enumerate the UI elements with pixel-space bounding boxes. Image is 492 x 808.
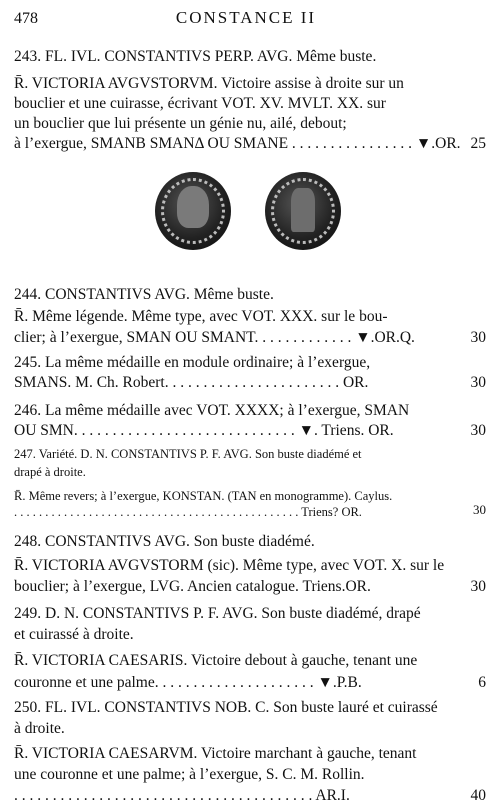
entry-250-reverse-line2: une couronne et une palme; à l’exergue, S. C. M. Rollin. [14,766,365,783]
entry-243-reverse-line4: à l’exergue, SMANB SMANΔ OU SMANE . . . . . . . . . . . . . . . . ▼.OR. [14,135,461,152]
entry-244-value: 30 [470,329,486,346]
entry-247-reverse-line2: . . . . . . . . . . . . . . . . . . . . . . . . . . . . . . . . . . . . . . . . . . . . . . Triens? OR. [14,505,362,519]
entry-249-value: 6 [478,674,486,691]
entry-250-value: 40 [470,787,486,804]
entry-247-line1: 247. Variété. D. N. CONSTANTIVS P. F. AVG. Son buste diadémé et [14,447,362,461]
entry-247-line2: drapé à droite. [14,465,86,479]
entry-249-line1: 249. D. N. CONSTANTIVS P. F. AVG. Son buste diadémé, drapé [14,605,421,622]
coin-obverse-bust [177,186,209,228]
entry-248-reverse-line1: R̄. VICTORIA AVGVSTORM (sic). Même type, avec VOT. X. sur le [14,557,445,574]
entry-245-value: 30 [470,374,486,391]
entry-246-line2: OU SMN. . . . . . . . . . . . . . . . . . . . . . . . . . . . . ▼. Triens. OR. [14,422,394,439]
entry-246-line1: 246. La même médaille avec VOT. XXXX; à l’exergue, SMAN [14,402,410,419]
entry-243-reverse-line2: bouclier et une cuirasse, écrivant VOT. XV. MVLT. XX. sur [14,95,386,112]
entry-243-obverse: 243. FL. IVL. CONSTANTIVS PERP. AVG. Même buste. [14,48,377,65]
entry-243-reverse-line3: un bouclier que lui présente un génie nu, ailé, debout; [14,115,347,132]
coin-reverse-figure [291,188,315,232]
entry-244-reverse-line2: clier; à l’exergue, SMAN OU SMANT. . . . . . . . . . . . . ▼.OR.Q. [14,329,415,346]
page-header [14,8,478,30]
entry-245-line2: SMANS. M. Ch. Robert. . . . . . . . . . . . . . . . . . . . . . . OR. [14,374,369,391]
entry-246-value: 30 [470,422,486,439]
entry-248-reverse-line2: bouclier; à l’exergue, LVG. Ancien catalogue. Triens.OR. [14,578,371,595]
entry-243-value: 25 [470,135,486,152]
running-title: CONSTANCE II [175,8,317,27]
entry-245-line1: 245. La même médaille en module ordinaire; à l’exergue, [14,354,371,371]
page-number: 478 [14,10,38,27]
entry-250-line2: à droite. [14,720,65,737]
entry-250-reverse-line3: . . . . . . . . . . . . . . . . . . . . . . . . . . . . . . . . . . . . . . . AR.I. [14,787,350,804]
entry-250-reverse-line1: R̄. VICTORIA CAESARVM. Victoire marchant à gauche, tenant [14,745,417,762]
entry-243-reverse-line1: R̄. VICTORIA AVGVSTORVM. Victoire assise à droite sur un [14,75,404,92]
entry-249-reverse-line1: R̄. VICTORIA CAESARIS. Victoire debout à gauche, tenant une [14,652,418,669]
coin-reverse-image [265,172,341,250]
entry-248-value: 30 [470,578,486,595]
entry-250-line1: 250. FL. IVL. CONSTANTIVS NOB. C. Son buste lauré et cuirassé [14,699,438,716]
entry-247-value: 30 [473,502,486,517]
entry-248-obverse: 248. CONSTANTIVS AVG. Son buste diadémé. [14,533,315,550]
entry-244-reverse-line1: R̄. Même légende. Même type, avec VOT. XXX. sur le bou- [14,308,388,325]
entry-249-reverse-line2: couronne et une palme. . . . . . . . . . . . . . . . . . . . . ▼.P.B. [14,674,362,691]
coin-illustration [155,172,345,252]
entry-249-line2: et cuirassé à droite. [14,626,134,643]
entry-247-reverse-line1: R̄. Même revers; à l’exergue, KONSTAN. (TAN en monogramme). Caylus. [14,489,393,503]
entry-244-obverse: 244. CONSTANTIVS AVG. Même buste. [14,286,274,303]
coin-obverse-image [155,172,231,250]
